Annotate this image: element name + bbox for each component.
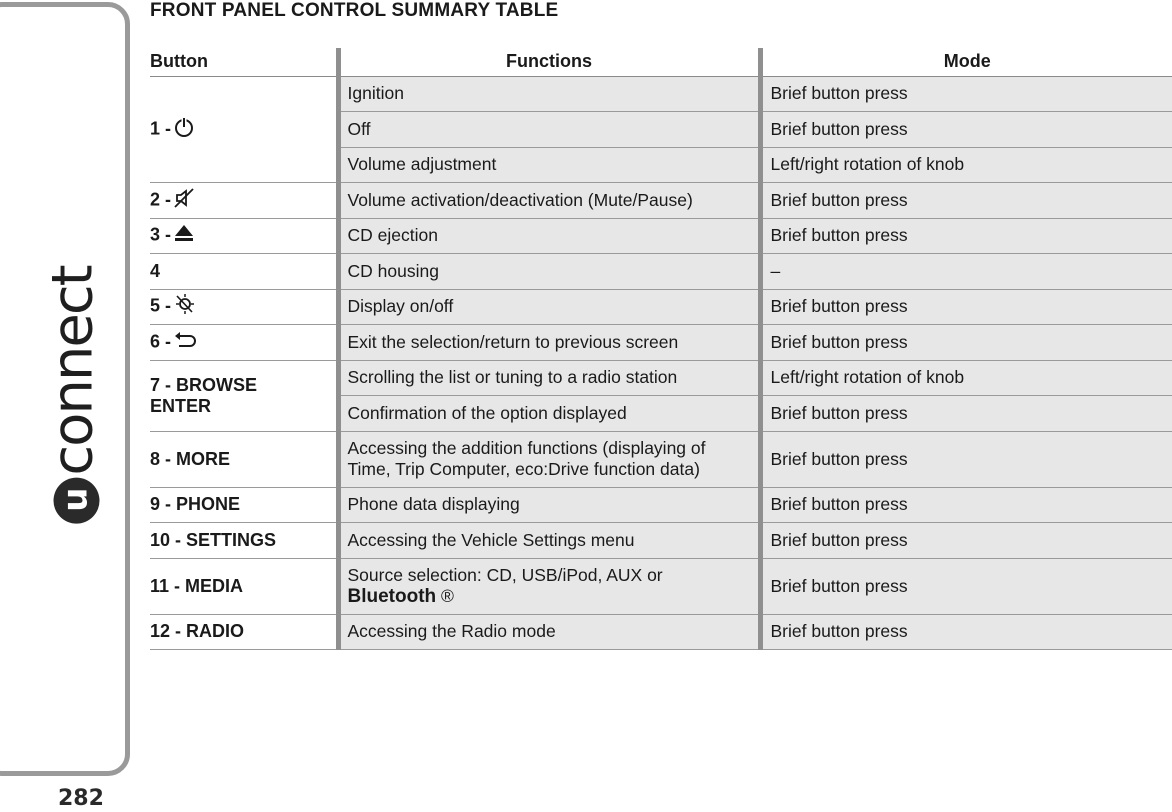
registered-mark: ® [436, 586, 454, 606]
button-label: 1 - [150, 118, 172, 138]
button-cell [150, 431, 338, 487]
button-label: 6 - [150, 331, 172, 351]
page-title: FRONT PANEL CONTROL SUMMARY TABLE [150, 0, 559, 21]
button-label: 9 - PHONE [150, 494, 241, 515]
button-label: 8 - MORE [150, 448, 231, 469]
page-number: 282 [58, 786, 104, 811]
mode-cell: Left/right rotation of knob [760, 360, 1172, 396]
mode-cell: Brief button press [760, 218, 1172, 254]
table-row [150, 325, 1172, 361]
mode-cell: Brief button press [760, 396, 1172, 432]
button-label: 4 [150, 260, 161, 281]
logo-wordmark: connect [40, 266, 106, 476]
button-cell [150, 325, 338, 361]
function-cell: Confirmation of the option displayed [338, 396, 760, 432]
button-label: 12 - RADIO [150, 621, 245, 642]
function-cell: Display on/off [338, 289, 760, 325]
table-row [150, 76, 1172, 112]
display-icon [173, 293, 195, 320]
button-cell [150, 523, 338, 559]
bluetooth-text: Bluetooth [347, 586, 437, 607]
button-cell [150, 558, 338, 614]
function-cell: Ignition [338, 76, 760, 112]
function-cell: Scrolling the list or tuning to a radio station [338, 360, 760, 396]
button-cell [150, 289, 338, 325]
button-cell [150, 183, 338, 219]
table-row [150, 431, 1172, 487]
mode-cell: Brief button press [760, 183, 1172, 219]
function-cell: Accessing the Radio mode [338, 614, 760, 650]
button-cell [150, 614, 338, 650]
button-cell [150, 218, 338, 254]
button-cell [150, 254, 338, 290]
function-text: Source selection: CD, USB/iPod, AUX or [347, 565, 663, 585]
table-row [150, 254, 1172, 290]
table-row [150, 523, 1172, 559]
mode-cell: Brief button press [760, 289, 1172, 325]
function-cell: Accessing the Vehicle Settings menu [338, 523, 760, 559]
mode-cell: Left/right rotation of knob [760, 147, 1172, 183]
table-row [150, 360, 1172, 396]
function-cell: Volume adjustment [338, 147, 760, 183]
uconnect-logo [28, 266, 118, 512]
function-cell: Volume activation/deactivation (Mute/Pause) [338, 183, 760, 219]
mute-icon [173, 187, 195, 214]
table-row [150, 614, 1172, 650]
control-summary-table [150, 48, 1172, 650]
mode-cell: Brief button press [760, 325, 1172, 361]
button-label: 5 - [150, 295, 172, 316]
function-cell: Accessing the addition functions (displaying of Time, Trip Computer, eco:Drive function data) [338, 431, 760, 487]
eject-icon [173, 222, 195, 249]
power-icon [173, 116, 195, 143]
header-mode: Mode [760, 48, 1172, 76]
button-label: 10 - SETTINGS [150, 529, 277, 550]
function-cell: Exit the selection/return to previous screen [338, 325, 760, 361]
button-label: 2 - [150, 189, 172, 209]
table-row [150, 289, 1172, 325]
mode-cell: Brief button press [760, 487, 1172, 523]
mode-cell: Brief button press [760, 523, 1172, 559]
button-cell [150, 360, 338, 431]
back-icon [173, 329, 197, 356]
mode-cell: Brief button press [760, 558, 1172, 614]
mode-cell: Brief button press [760, 112, 1172, 148]
table-row [150, 183, 1172, 219]
button-label: 7 - BROWSE ENTER [150, 374, 258, 416]
header-button: Button [150, 48, 338, 76]
mode-cell: Brief button press [760, 614, 1172, 650]
function-cell: Phone data displaying [338, 487, 760, 523]
mode-cell: Brief button press [760, 76, 1172, 112]
header-functions: Functions [338, 48, 760, 76]
logo-u-mark: u [53, 478, 99, 524]
table-row [150, 487, 1172, 523]
button-label: 3 - [150, 224, 172, 245]
mode-cell: Brief button press [760, 431, 1172, 487]
table-row [150, 218, 1172, 254]
button-cell [150, 76, 338, 183]
function-cell: CD housing [338, 254, 760, 290]
function-cell: Off [338, 112, 760, 148]
table-row [150, 558, 1172, 614]
mode-cell: – [760, 254, 1172, 290]
function-cell: CD ejection [338, 218, 760, 254]
function-cell [338, 558, 760, 614]
button-label: 11 - MEDIA [150, 575, 244, 596]
button-cell [150, 487, 338, 523]
